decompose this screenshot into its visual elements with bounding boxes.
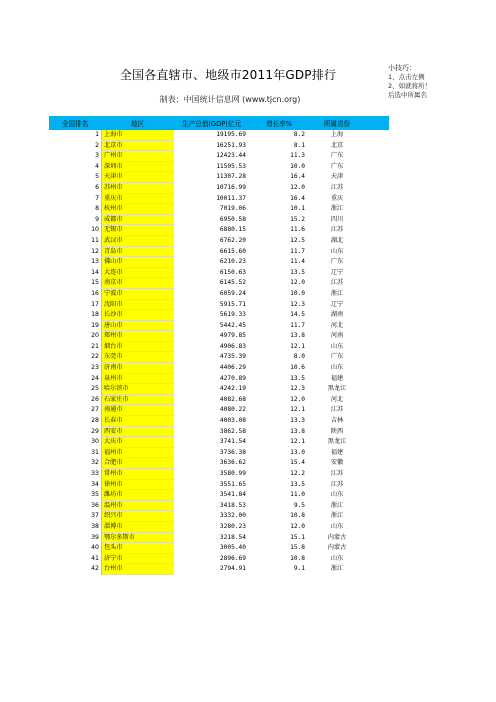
province-cell[interactable]: 浙江 [330, 501, 344, 509]
gdp-cell[interactable]: 3636.62 [219, 459, 246, 467]
growth-cell[interactable]: 10.8 [290, 554, 305, 562]
gdp-cell[interactable]: 3741.54 [219, 438, 246, 446]
table-header [49, 116, 389, 130]
province-cell[interactable]: 湖北 [330, 236, 344, 244]
rank-cell[interactable]: 3 [95, 152, 99, 160]
rank-cell[interactable]: 2 [95, 141, 99, 149]
table-row [49, 300, 389, 311]
growth-cell[interactable]: 15.4 [290, 459, 305, 467]
province-cell[interactable]: 山东 [330, 491, 344, 499]
growth-cell[interactable]: 12.1 [290, 438, 305, 446]
rank-cell[interactable]: 36 [91, 501, 99, 509]
growth-cell[interactable]: 16.4 [290, 194, 305, 202]
tips-heading: 小技巧： [388, 64, 416, 72]
gdp-cell[interactable]: 4406.29 [219, 364, 246, 372]
growth-cell[interactable]: 10.0 [290, 289, 305, 297]
gdp-cell[interactable]: 6950.58 [219, 215, 246, 223]
province-cell[interactable]: 上海 [330, 131, 344, 138]
title-text: 全国各直辖市、地级市2011年GDP排行 [119, 68, 337, 82]
region-cell[interactable]: 苏州市 [101, 183, 174, 194]
region-cell[interactable]: 台州市 [101, 564, 174, 575]
tips-note [388, 64, 496, 100]
region-cell[interactable]: 上海市 [101, 130, 174, 141]
table-row [49, 162, 389, 173]
table-row [49, 522, 389, 533]
growth-cell[interactable]: 11.7 [290, 247, 305, 255]
table-row [49, 480, 389, 491]
growth-cell[interactable]: 13.5 [290, 480, 305, 488]
region-cell[interactable]: 包头市 [101, 543, 174, 554]
col-header-gdp[interactable]: 生产总值(GDP)亿元 [182, 120, 241, 128]
rank-cell[interactable]: 8 [95, 205, 99, 213]
table-row [49, 363, 389, 374]
tips-line-3: 后选中所属名 [388, 91, 427, 99]
table-row [49, 554, 389, 565]
growth-cell[interactable]: 13.5 [290, 374, 305, 382]
growth-cell[interactable]: 12.3 [290, 385, 305, 393]
gdp-cell[interactable]: 6762.20 [219, 236, 246, 244]
rank-cell[interactable]: 27 [91, 406, 99, 414]
table-row [49, 268, 389, 279]
growth-cell[interactable]: 8.1 [293, 141, 305, 149]
growth-cell[interactable]: 13.5 [290, 268, 305, 276]
tips-line-1: 1、点击左侧 [388, 73, 425, 81]
growth-cell[interactable]: 11.0 [290, 491, 305, 499]
province-cell[interactable]: 吉林 [330, 417, 344, 425]
growth-cell[interactable]: 11.4 [290, 258, 305, 266]
rank-cell[interactable]: 29 [91, 427, 99, 435]
rank-cell[interactable]: 14 [91, 268, 99, 276]
province-cell[interactable]: 福建 [330, 374, 344, 382]
region-cell[interactable]: 无锡市 [101, 225, 174, 236]
region-cell[interactable]: 长春市 [101, 416, 174, 427]
table-row [49, 543, 389, 554]
growth-cell[interactable]: 10.8 [290, 512, 305, 520]
table-row [49, 215, 389, 226]
rank-cell[interactable]: 4 [95, 162, 99, 170]
gdp-cell[interactable]: 5442.45 [219, 321, 246, 329]
gdp-cell[interactable]: 6150.63 [219, 268, 246, 276]
rank-cell[interactable]: 26 [91, 395, 99, 403]
rank-cell[interactable]: 13 [91, 258, 99, 266]
rank-cell[interactable]: 12 [91, 247, 99, 255]
region-cell[interactable]: 青岛市 [101, 247, 174, 258]
growth-cell[interactable]: 9.1 [293, 565, 305, 573]
rank-cell[interactable]: 37 [91, 512, 99, 520]
region-cell[interactable]: 大庆市 [101, 437, 174, 448]
table-row [49, 225, 389, 236]
rank-cell[interactable]: 38 [91, 522, 99, 530]
gdp-cell[interactable]: 16251.93 [216, 141, 246, 149]
rank-cell[interactable]: 22 [91, 353, 99, 361]
rank-cell[interactable]: 25 [91, 385, 99, 393]
table-row [49, 395, 389, 406]
col-header-province[interactable]: 所属省份 [323, 120, 351, 128]
rank-cell[interactable]: 40 [91, 544, 99, 552]
rank-cell[interactable]: 10 [91, 226, 99, 234]
table-row [49, 416, 389, 427]
rank-cell[interactable]: 16 [91, 289, 99, 297]
region-cell[interactable]: 大连市 [101, 268, 174, 279]
growth-cell[interactable]: 12.1 [290, 342, 305, 350]
rank-cell[interactable]: 33 [91, 470, 99, 477]
rank-cell[interactable]: 11 [91, 236, 99, 244]
gdp-cell[interactable]: 6615.60 [219, 247, 246, 255]
gdp-cell[interactable]: 6880.15 [219, 226, 246, 234]
gdp-cell[interactable]: 4979.85 [219, 332, 246, 340]
province-cell[interactable]: 山东 [330, 247, 344, 255]
growth-cell[interactable]: 12.1 [290, 406, 305, 414]
gdp-cell[interactable]: 3862.58 [219, 427, 246, 435]
rank-cell[interactable]: 35 [91, 491, 99, 499]
province-cell[interactable]: 江苏 [330, 470, 344, 477]
region-cell[interactable]: 佛山市 [101, 257, 174, 268]
col-header-rank[interactable]: 全国排名 [61, 120, 89, 128]
gdp-cell[interactable]: 3541.84 [219, 491, 246, 499]
province-cell[interactable]: 天津 [330, 173, 344, 181]
growth-cell[interactable]: 12.0 [290, 395, 305, 403]
gdp-cell[interactable]: 3418.53 [219, 501, 246, 509]
table-row [49, 289, 389, 300]
table-row [49, 183, 389, 194]
region-cell[interactable]: 烟台市 [101, 342, 174, 353]
province-cell[interactable]: 广东 [330, 353, 344, 361]
region-cell[interactable]: 常州市 [101, 469, 174, 480]
growth-cell[interactable]: 12.0 [290, 279, 305, 287]
growth-cell[interactable]: 12.2 [290, 470, 305, 477]
table-row [49, 448, 389, 459]
region-cell[interactable]: 潍坊市 [101, 490, 174, 501]
gdp-cell[interactable]: 6145.52 [219, 279, 246, 287]
rank-cell[interactable]: 17 [91, 300, 99, 308]
region-cell[interactable]: 西安市 [101, 427, 174, 438]
rank-cell[interactable]: 21 [91, 342, 99, 350]
region-cell[interactable]: 济南市 [101, 363, 174, 374]
rank-cell[interactable]: 24 [91, 374, 99, 382]
col-header-region[interactable]: 地区 [130, 120, 145, 128]
table-row [49, 331, 389, 342]
gdp-cell[interactable]: 12423.44 [216, 152, 246, 160]
province-cell[interactable]: 浙江 [330, 565, 344, 573]
growth-cell[interactable]: 9.5 [293, 501, 305, 509]
region-cell[interactable]: 唐山市 [101, 321, 174, 332]
rank-cell[interactable]: 9 [95, 215, 99, 223]
growth-cell[interactable]: 16.4 [290, 173, 305, 181]
table-row [49, 342, 389, 353]
growth-cell[interactable]: 13.8 [290, 332, 305, 340]
tips-line-2: 2、如就将所！ [388, 82, 432, 90]
gdp-cell[interactable]: 4270.89 [219, 374, 246, 382]
gdp-cell[interactable]: 5915.71 [219, 300, 246, 308]
growth-cell[interactable]: 8.0 [293, 353, 305, 361]
province-cell[interactable]: 广东 [330, 162, 344, 170]
table-row [49, 204, 389, 215]
rank-cell[interactable]: 41 [91, 554, 99, 562]
region-cell[interactable]: 合肥市 [101, 458, 174, 469]
rank-cell[interactable]: 30 [91, 438, 99, 446]
province-cell[interactable]: 重庆 [330, 194, 344, 202]
province-cell[interactable]: 江苏 [330, 406, 344, 414]
gdp-cell[interactable]: 4242.19 [219, 385, 246, 393]
gdp-cell[interactable]: 4003.08 [219, 417, 246, 425]
gdp-cell[interactable]: 11307.28 [216, 173, 246, 181]
rank-cell[interactable]: 42 [91, 565, 99, 573]
gdp-cell[interactable]: 3005.40 [219, 544, 246, 552]
region-cell[interactable]: 温州市 [101, 501, 174, 512]
region-cell[interactable]: 长沙市 [101, 310, 174, 321]
province-cell[interactable]: 广东 [330, 152, 344, 160]
table-row [49, 141, 389, 152]
gdp-cell[interactable]: 3332.00 [219, 512, 246, 520]
province-cell[interactable]: 黑龙江 [327, 385, 347, 393]
growth-cell[interactable]: 11.6 [290, 226, 305, 234]
region-cell[interactable]: 天津市 [101, 172, 174, 183]
province-cell[interactable]: 江苏 [330, 480, 344, 488]
province-cell[interactable]: 河南 [330, 332, 344, 340]
gdp-cell[interactable]: 3218.54 [219, 533, 246, 541]
province-cell[interactable]: 陕西 [330, 427, 344, 435]
table-row [49, 310, 389, 321]
growth-cell[interactable]: 10.0 [290, 162, 305, 170]
table-row [49, 172, 389, 183]
table-row [49, 321, 389, 332]
rank-cell[interactable]: 5 [95, 173, 99, 181]
province-cell[interactable]: 河北 [330, 321, 344, 329]
province-cell[interactable]: 山东 [330, 522, 344, 530]
table-row [49, 130, 389, 141]
province-cell[interactable]: 广东 [330, 258, 344, 266]
province-cell[interactable]: 湖南 [330, 311, 344, 319]
region-cell[interactable]: 南京市 [101, 278, 174, 289]
rank-cell[interactable]: 7 [95, 194, 99, 202]
growth-cell[interactable]: 10.1 [290, 205, 305, 213]
region-cell[interactable]: 郑州市 [101, 331, 174, 342]
province-cell[interactable]: 浙江 [330, 205, 344, 213]
gdp-cell[interactable]: 2794.91 [219, 565, 246, 573]
region-cell[interactable]: 福州市 [101, 448, 174, 459]
table-row [49, 257, 389, 268]
growth-cell[interactable]: 13.3 [290, 417, 305, 425]
region-cell[interactable]: 深圳市 [101, 162, 174, 173]
rank-cell[interactable]: 19 [91, 321, 99, 329]
province-cell[interactable]: 内蒙古 [327, 544, 347, 552]
province-cell[interactable]: 辽宁 [330, 268, 344, 276]
rank-cell[interactable]: 28 [91, 417, 99, 425]
province-cell[interactable]: 江苏 [330, 279, 344, 287]
table-row [49, 374, 389, 385]
table-row [49, 236, 389, 247]
gdp-cell[interactable]: 11505.53 [216, 162, 246, 170]
table-row [49, 194, 389, 205]
table-body [49, 130, 389, 575]
col-header-growth[interactable]: 增长率% [265, 120, 293, 128]
region-cell[interactable]: 杭州市 [101, 204, 174, 215]
gdp-cell[interactable]: 3280.23 [219, 522, 246, 530]
region-cell[interactable]: 武汉市 [101, 236, 174, 247]
gdp-cell[interactable]: 5619.33 [219, 311, 246, 319]
rank-cell[interactable]: 34 [91, 480, 99, 488]
growth-cell[interactable]: 8.2 [293, 131, 305, 138]
region-cell[interactable]: 南通市 [101, 405, 174, 416]
gdp-cell[interactable]: 6059.24 [219, 289, 246, 297]
table-row [49, 384, 389, 395]
province-cell[interactable]: 黑龙江 [327, 438, 347, 446]
growth-cell[interactable]: 12.3 [290, 300, 305, 308]
province-cell[interactable]: 内蒙古 [327, 533, 347, 541]
province-cell[interactable]: 山东 [330, 342, 344, 350]
gdp-table [49, 116, 389, 575]
gdp-cell[interactable]: 3580.99 [219, 470, 246, 477]
growth-cell[interactable]: 15.1 [290, 533, 305, 541]
province-cell[interactable]: 浙江 [330, 512, 344, 520]
province-cell[interactable]: 北京 [330, 141, 344, 149]
table-row [49, 511, 389, 522]
rank-cell[interactable]: 32 [91, 459, 99, 467]
table-row [49, 151, 389, 162]
region-cell[interactable]: 北京市 [101, 141, 174, 152]
table-row [49, 564, 389, 575]
gdp-cell[interactable]: 2896.69 [219, 554, 246, 562]
region-cell[interactable]: 鄂尔多斯市 [101, 533, 174, 544]
region-cell[interactable]: 重庆市 [101, 194, 174, 205]
growth-cell[interactable]: 13.0 [290, 448, 305, 456]
province-cell[interactable]: 四川 [330, 215, 344, 223]
province-cell[interactable]: 辽宁 [330, 300, 344, 308]
table-row [49, 247, 389, 258]
region-cell[interactable]: 济宁市 [101, 554, 174, 565]
table-row [49, 490, 389, 501]
growth-cell[interactable]: 15.8 [290, 544, 305, 552]
gdp-cell[interactable]: 4906.83 [219, 342, 246, 350]
region-cell[interactable]: 淄博市 [101, 522, 174, 533]
gdp-cell[interactable]: 3551.65 [219, 480, 246, 488]
growth-cell[interactable]: 12.0 [290, 522, 305, 530]
province-cell[interactable]: 河北 [330, 395, 344, 403]
province-cell[interactable]: 山东 [330, 554, 344, 562]
gdp-cell[interactable]: 10011.37 [216, 194, 246, 202]
table-row [49, 469, 389, 480]
gdp-cell[interactable]: 19195.69 [216, 131, 246, 138]
growth-cell[interactable]: 10.6 [290, 364, 305, 372]
growth-cell[interactable]: 12.5 [290, 236, 305, 244]
rank-cell[interactable]: 15 [91, 279, 99, 287]
region-cell[interactable]: 东莞市 [101, 352, 174, 363]
table-row [49, 427, 389, 438]
table-row [49, 278, 389, 289]
gdp-cell[interactable]: 6210.23 [219, 258, 246, 266]
province-cell[interactable]: 江苏 [330, 183, 344, 191]
rank-cell[interactable]: 18 [91, 311, 99, 319]
region-cell[interactable]: 宁波市 [101, 289, 174, 300]
growth-cell[interactable]: 14.5 [290, 311, 305, 319]
gdp-cell[interactable]: 4080.22 [219, 406, 246, 414]
rank-cell[interactable]: 1 [95, 131, 99, 138]
gdp-cell[interactable]: 7019.06 [219, 205, 246, 213]
growth-cell[interactable]: 15.2 [290, 215, 305, 223]
rank-cell[interactable]: 23 [91, 364, 99, 372]
province-cell[interactable]: 江苏 [330, 226, 344, 234]
table-row [49, 533, 389, 544]
region-cell[interactable]: 成都市 [101, 215, 174, 226]
region-cell[interactable]: 泉州市 [101, 374, 174, 385]
table-row [49, 352, 389, 363]
table-row [49, 501, 389, 512]
gdp-cell[interactable]: 4735.39 [219, 353, 246, 361]
growth-cell[interactable]: 12.0 [290, 183, 305, 191]
province-cell[interactable]: 福建 [330, 448, 344, 456]
rank-cell[interactable]: 39 [91, 533, 99, 541]
province-cell[interactable]: 安徽 [330, 459, 344, 467]
subtitle-text: 制表：中国统计信息网 (www.tjcn.org) [159, 95, 301, 104]
region-cell[interactable]: 徐州市 [101, 480, 174, 491]
region-cell[interactable]: 广州市 [101, 151, 174, 162]
province-cell[interactable]: 浙江 [330, 289, 344, 297]
gdp-cell[interactable]: 10716.99 [216, 183, 246, 191]
region-cell[interactable]: 沈阳市 [101, 300, 174, 311]
rank-cell[interactable]: 6 [95, 183, 99, 191]
region-cell[interactable]: 哈尔滨市 [101, 384, 174, 395]
gdp-cell[interactable]: 3736.38 [219, 448, 246, 456]
table-row [49, 437, 389, 448]
table-row [49, 405, 389, 416]
region-cell[interactable]: 石家庄市 [101, 395, 174, 406]
province-cell[interactable]: 山东 [330, 364, 344, 372]
growth-cell[interactable]: 11.3 [290, 152, 305, 160]
gdp-cell[interactable]: 4082.68 [219, 395, 246, 403]
table-row [49, 458, 389, 469]
rank-cell[interactable]: 31 [91, 448, 99, 456]
growth-cell[interactable]: 11.7 [290, 321, 305, 329]
region-cell[interactable]: 绍兴市 [101, 511, 174, 522]
rank-cell[interactable]: 20 [91, 332, 99, 340]
growth-cell[interactable]: 13.8 [290, 427, 305, 435]
